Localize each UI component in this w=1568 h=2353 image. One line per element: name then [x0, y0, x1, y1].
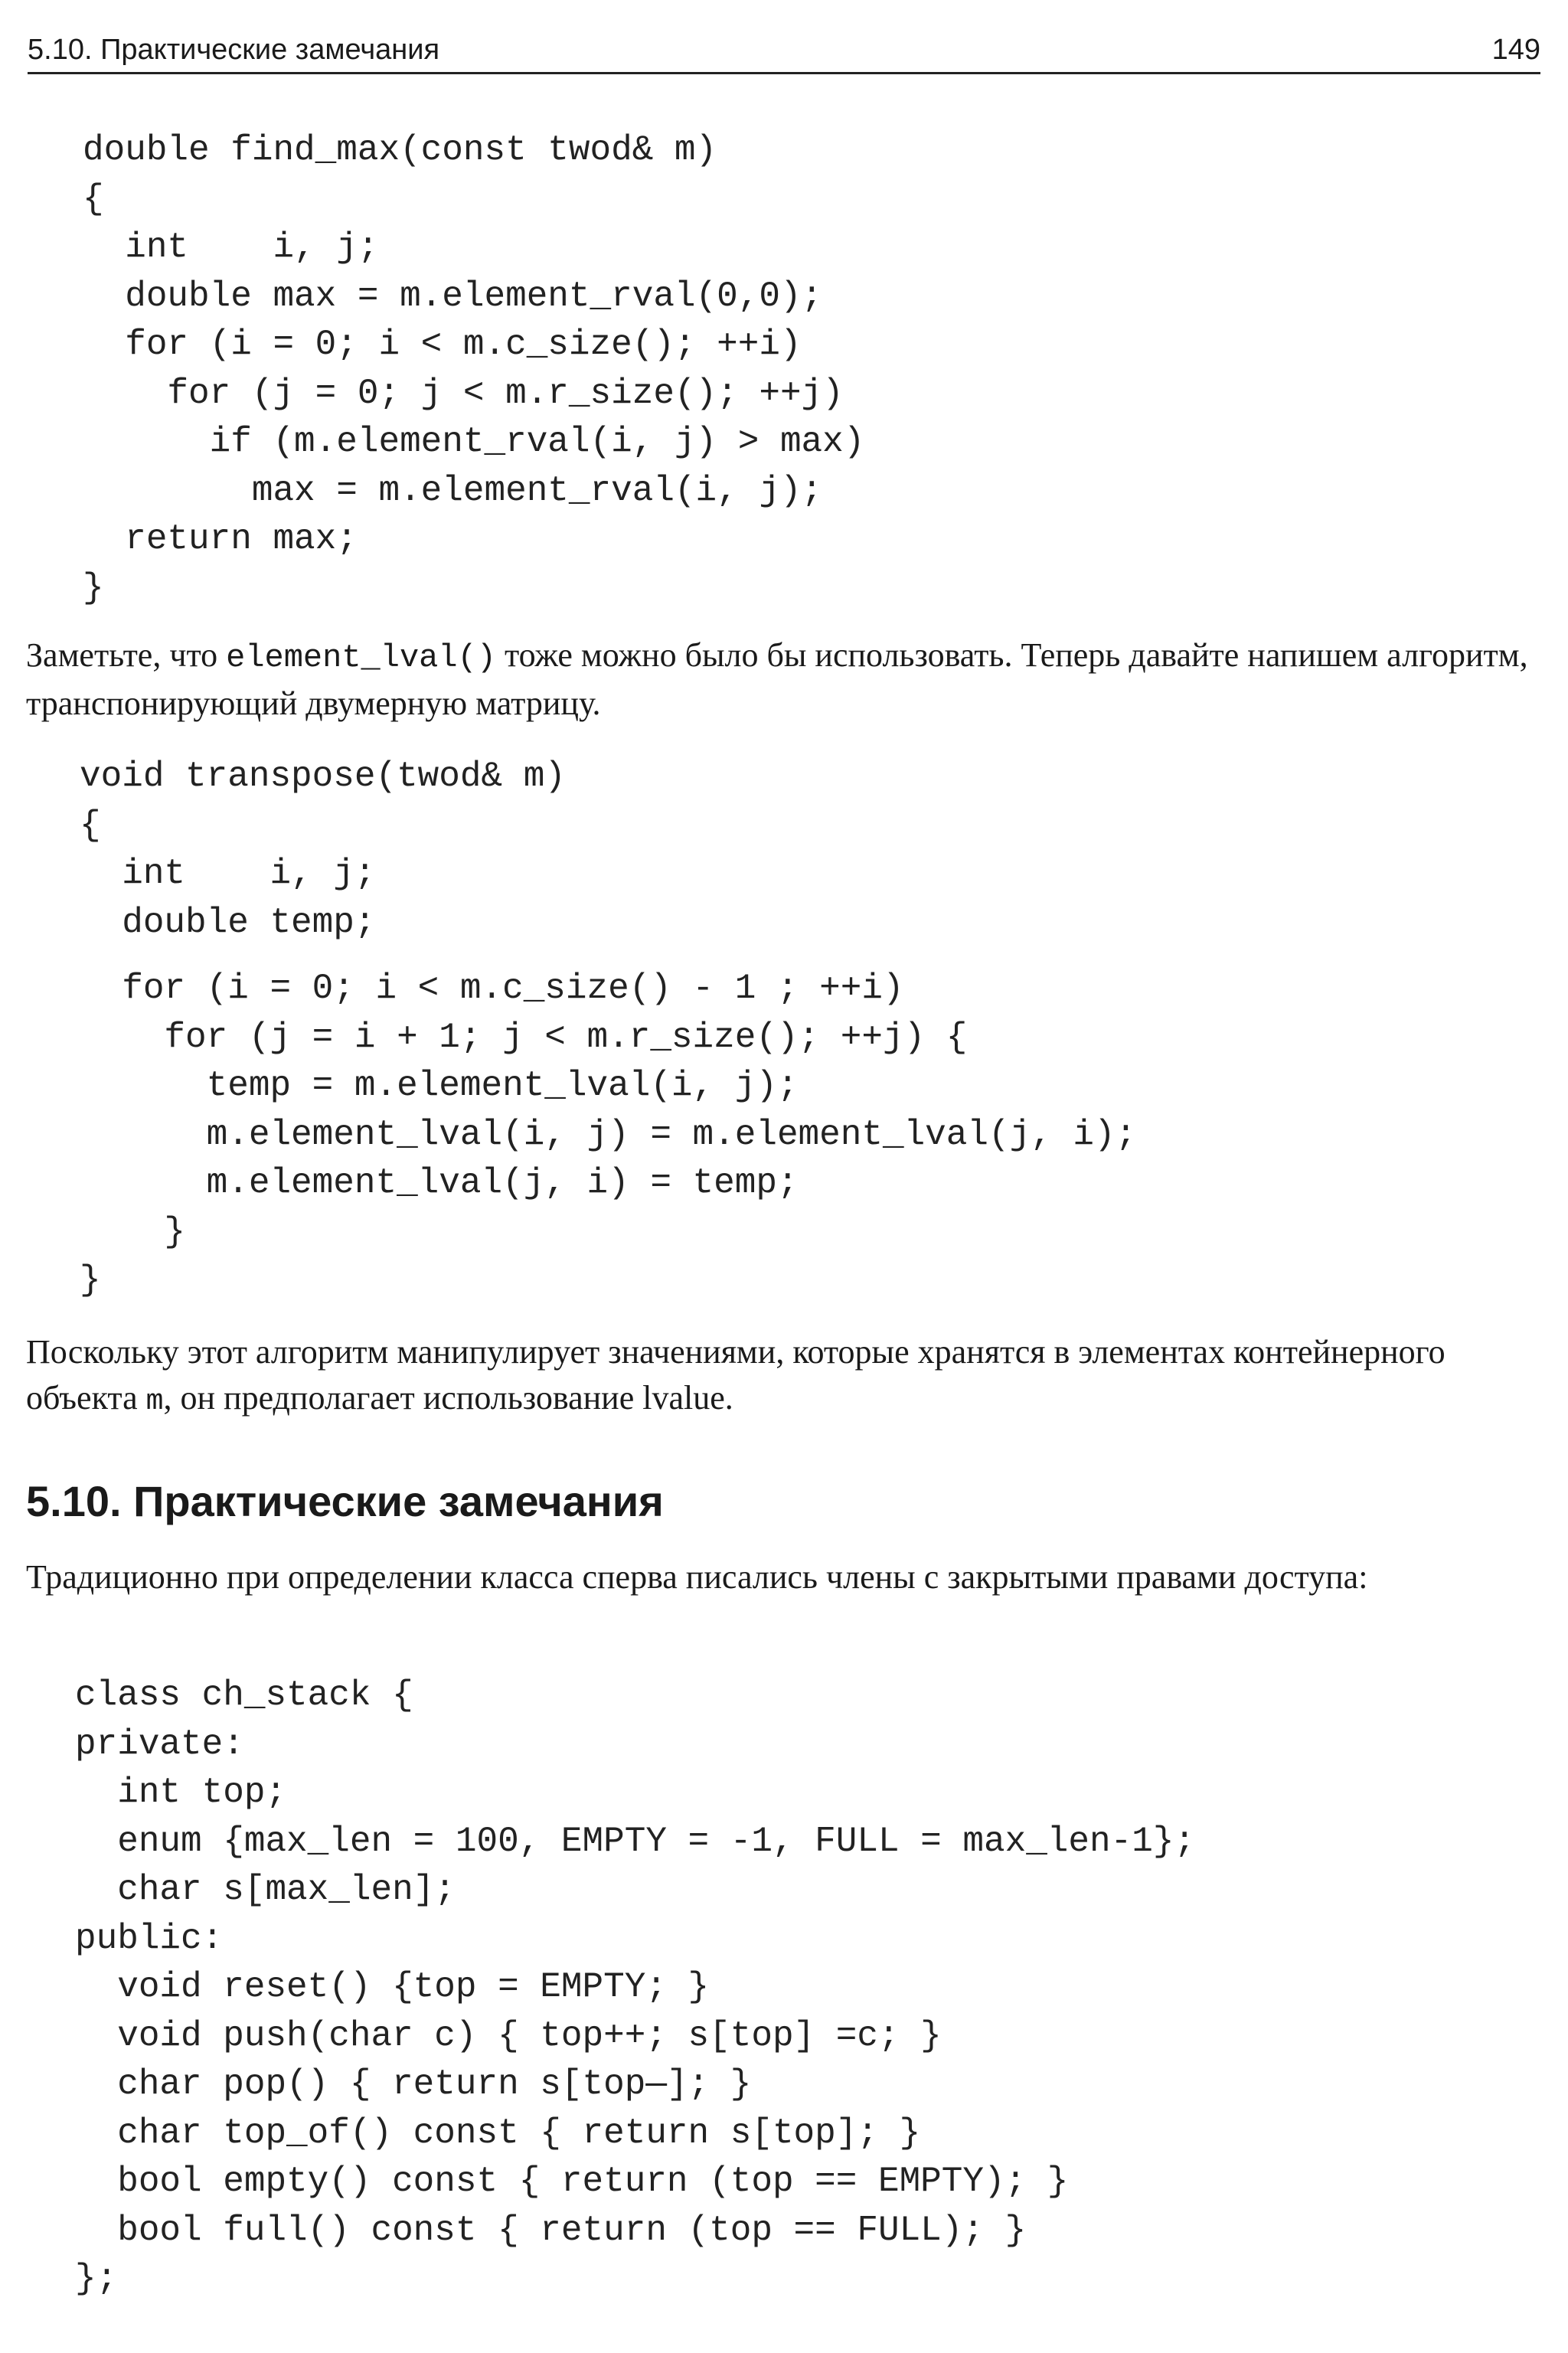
- page-header: [28, 28, 1540, 74]
- paragraph-text: , он предполагает использование lvalue.: [163, 1379, 733, 1417]
- inline-code-m: m: [145, 1385, 164, 1418]
- code-block-ch-stack: class ch_stack { private: int top; enum {max_len = 100, EMPTY = -1, FULL = max_len-1}; char s[max_len]; public: void reset() {top = EMPTY; } void push(char c) { top++; s[top] =c; } char pop() { return s[top—]; } char top_of() const { return s[top]; } bool empty() const { return (top == EMPTY); } bool full() const { return (top == FULL); } };: [75, 1675, 1196, 2299]
- section-heading: 5.10. Практические замечания: [26, 1477, 664, 1525]
- paragraph-text: тоже можно было бы использовать. Теперь давайте напишем алгоритм, транспонирующий двумерную матрицу.: [26, 636, 1528, 722]
- paragraph-private-members: Традиционно при определении класса сперва писались члены с закрытыми правами доступа:: [26, 1558, 1368, 1596]
- code-block-transpose-declarations: void transpose(twod& m) { int i, j; double temp;: [80, 757, 566, 943]
- code-block-transpose-body: for (i = 0; i < m.c_size() - 1 ; ++i) for (j = i + 1; j < m.r_size(); ++j) { temp = m.element_lval(i, j); m.element_lval(i, j) = m.element_lval(j, i); m.element_lval(j, i) = temp; } }: [80, 969, 1137, 1300]
- code-block-find-max: double find_max(const twod& m) { int i, j; double max = m.element_rval(0,0); for (i = 0; i < m.c_size(); ++i) for (j = 0; j < m.r_size(); ++j) if (m.element_rval(i, j) > max) max = m.element_rval(i, j); return max; }: [83, 130, 865, 608]
- page-number: 149: [1491, 34, 1540, 66]
- paragraph-text: Заметьте, что: [26, 636, 227, 674]
- running-title: 5.10. Практические замечания: [28, 34, 440, 66]
- paragraph-element-lval-note: [26, 632, 1542, 727]
- paragraph-lvalue-note: [26, 1329, 1542, 1425]
- paragraph-text: Поскольку этот алгоритм манипулирует значениями, которые хранятся в элементах контейнерного объекта: [26, 1333, 1446, 1417]
- inline-code-element-lval: element_lval(): [226, 639, 496, 676]
